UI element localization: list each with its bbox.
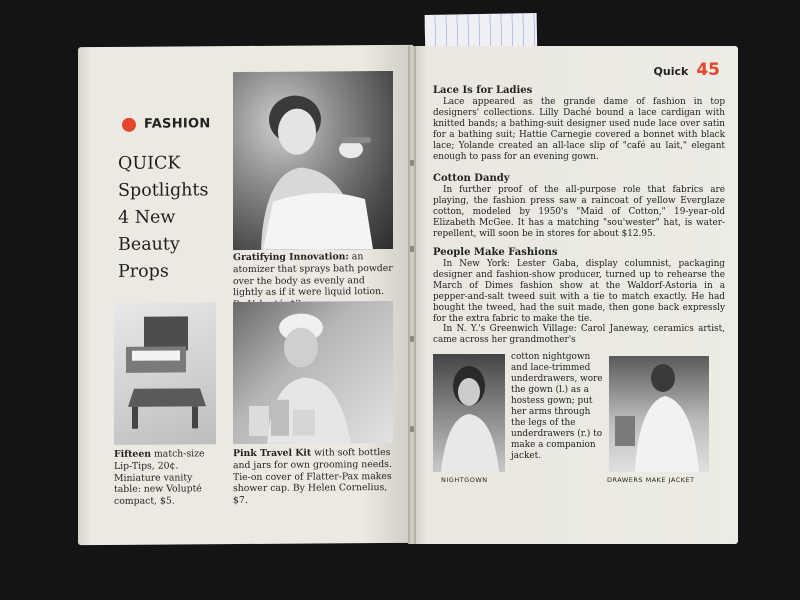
right-page: [411, 46, 738, 544]
bath-powder-photo: [233, 71, 393, 250]
open-magazine: [78, 46, 738, 544]
caption-lead: Gratifying Innovation:: [233, 251, 349, 264]
binding-stitch: [410, 426, 414, 432]
caption-lead: Pink Travel Kit: [233, 447, 312, 460]
nightgown-label: NIGHTGOWN: [441, 476, 488, 484]
photo-caption-text: cotton nightgown and lace-trimmed underdrawers, wore the gown (l.) as a hostess gown; put her arms through the legs of the underdrawers (r.) to make a companion jacket.: [511, 352, 603, 461]
article-lace: [433, 84, 725, 162]
page-number: 45: [696, 60, 720, 80]
travel-kit-photo: [233, 301, 393, 444]
article-heading: People Make Fashions: [433, 247, 558, 258]
headline-line: Beauty: [118, 234, 180, 255]
caption-text: with soft bottles and jars for own grooming needs. Tie-on cover of Flatter-Pax makes shower cap. By Helen Cornelius, $7.: [233, 446, 392, 507]
headline-line: 4 New: [118, 207, 176, 228]
headline-line: QUICK: [118, 153, 181, 174]
headline-line: Spotlights: [118, 180, 209, 201]
left-page: [78, 45, 413, 545]
book-spine: [408, 46, 416, 544]
drawers-jacket-label: DRAWERS MAKE JACKET: [607, 476, 695, 484]
drawers-jacket-photo: [609, 356, 709, 472]
compact-vanity-photo: [114, 302, 216, 445]
section-label: [122, 116, 211, 132]
article-body-continued: In N. Y.'s Greenwich Village: Carol Janeway, ceramics artist, came across her grandmother's: [433, 324, 725, 346]
article-body: Lace appeared as the grande dame of fashion in top designers' collections. Lilly Daché bound a lace cardigan with knitted bands; a bathing-suit designer used nude lace over satin for a bathing suit; Hattie Carnegie covered a bonnet with black lace; Yolande created an all-lace slip of "café au lait," elegant enough to pass for an evening gown.: [433, 97, 725, 162]
headline: [118, 150, 228, 286]
caption-text: an atomizer that sprays bath powder over the body as evenly and lightly as if it were liquid lotion.: [233, 251, 393, 299]
lip-tips-caption: [114, 448, 218, 508]
binding-stitch: [410, 246, 414, 252]
running-head: [654, 60, 720, 80]
article-heading: Lace Is for Ladies: [433, 85, 533, 96]
section-name: FASHION: [144, 116, 211, 132]
caption-text: match-size Lip-Tips, 20¢. Miniature vanity table: new Volupté compact, $5.: [114, 448, 205, 508]
article-people: [433, 246, 725, 346]
article-cotton: [433, 172, 725, 240]
running-head-title: Quick: [653, 65, 689, 78]
binding-stitch: [410, 160, 414, 166]
travel-kit-caption: [233, 447, 395, 507]
caption-lead: Fifteen: [114, 448, 152, 460]
headline-line: Props: [118, 261, 169, 282]
nightgown-photo: [433, 354, 505, 472]
binding-stitch: [410, 336, 414, 342]
red-dot-icon: [122, 117, 136, 131]
article-body: In further proof of the all-purpose role that fabrics are playing, the fashion press saw a raincoat of yellow Everglaze cotton, modeled by 1950's "Maid of Cotton," 19-year-old Elizabeth McGee. It has a matching "sou'wester" hat, is water-repellent, will soon be in stores for about $12.95.: [433, 185, 725, 239]
nightgown-story-caption: [511, 352, 603, 462]
article-body: In New York: Lester Gaba, display columnist, packaging designer and fashion-show producer, turned up to rehearse the March of Dimes fashion show at the Waldorf-Astoria in a pepper-and-salt tweed suit with a tie to match exactly. He had bought the tweed, had the suit made, then gone back expressly for the extra fabric to make the tie.: [433, 259, 725, 324]
article-heading: Cotton Dandy: [433, 173, 510, 184]
